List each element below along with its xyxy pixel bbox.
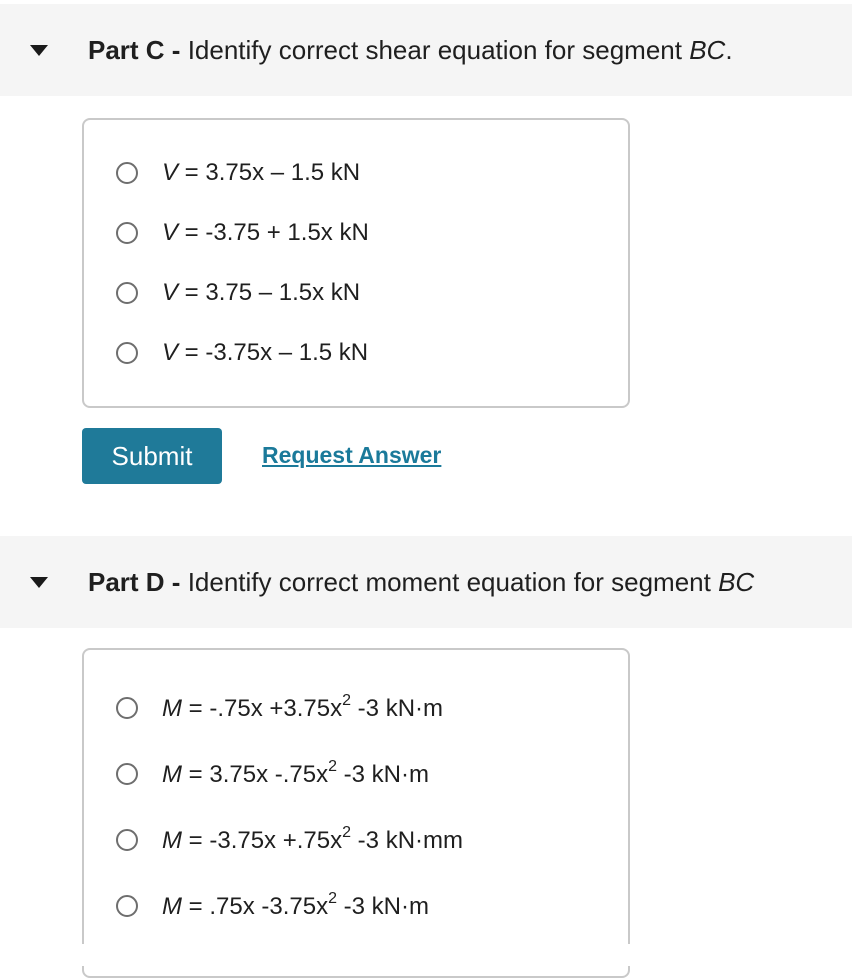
part-d-choice-4[interactable] [116,888,429,924]
radio-button[interactable] [116,829,138,851]
choice-label[interactable]: V = -3.75x – 1.5 kN [162,339,369,366]
page-bottom-edge [0,944,852,966]
part-c-choice-3[interactable] [116,275,360,311]
choice-label[interactable]: V = 3.75x – 1.5 kN [162,159,361,186]
part-d-header[interactable] [0,536,852,628]
radio-button[interactable] [116,895,138,917]
choice-label[interactable]: M = 3.75x $-.75x^2$ -3 kN·m [162,757,429,788]
part-c-title-text: Identify correct shear equation for segment [187,35,690,65]
choice-label[interactable]: M = .75x $-3.75x^2$ -3 kN·m [162,889,429,920]
radio-button[interactable] [116,342,138,364]
radio-button[interactable] [116,282,138,304]
radio-button[interactable] [116,763,138,785]
part-c-header[interactable] [0,4,852,96]
part-d-title [88,536,754,628]
part-c-choice-1[interactable] [116,155,360,191]
choice-label[interactable]: V = -3.75 + 1.5x kN [162,219,369,246]
part-d-label: Part D - [88,567,181,597]
part-c-label: Part C - [88,35,181,65]
submit-button[interactable]: Submit [82,428,222,484]
part-d-choice-2[interactable] [116,756,429,792]
part-d-title-text: Identify correct moment equation for segment [187,567,719,597]
part-c-title-var: BC [689,35,726,65]
part-d-choice-box [82,648,630,978]
radio-button[interactable] [116,222,138,244]
part-c-choice-4[interactable] [116,335,368,371]
choice-label[interactable]: $M = -.75x +3.75x^2$ -3 kN·m [162,691,444,722]
part-d-choice-3[interactable] [116,822,463,858]
part-c-title [88,4,733,96]
part-c-title-end: . [725,35,733,65]
part-d-choice-1[interactable] [116,690,443,726]
part-c-choice-box [82,118,630,408]
choice-label[interactable]: V = 3.75 – 1.5x kN [162,279,361,306]
radio-button[interactable] [116,162,138,184]
choice-label[interactable]: $M = -3.75x +.75x^2$ -3 kN·mm [162,823,463,854]
collapse-caret-icon[interactable] [30,45,48,56]
radio-button[interactable] [116,697,138,719]
part-c-choice-2[interactable] [116,215,369,251]
collapse-caret-icon[interactable] [30,577,48,588]
part-d-title-var: BC [718,567,755,597]
request-answer-link[interactable]: Request Answer [262,442,442,468]
